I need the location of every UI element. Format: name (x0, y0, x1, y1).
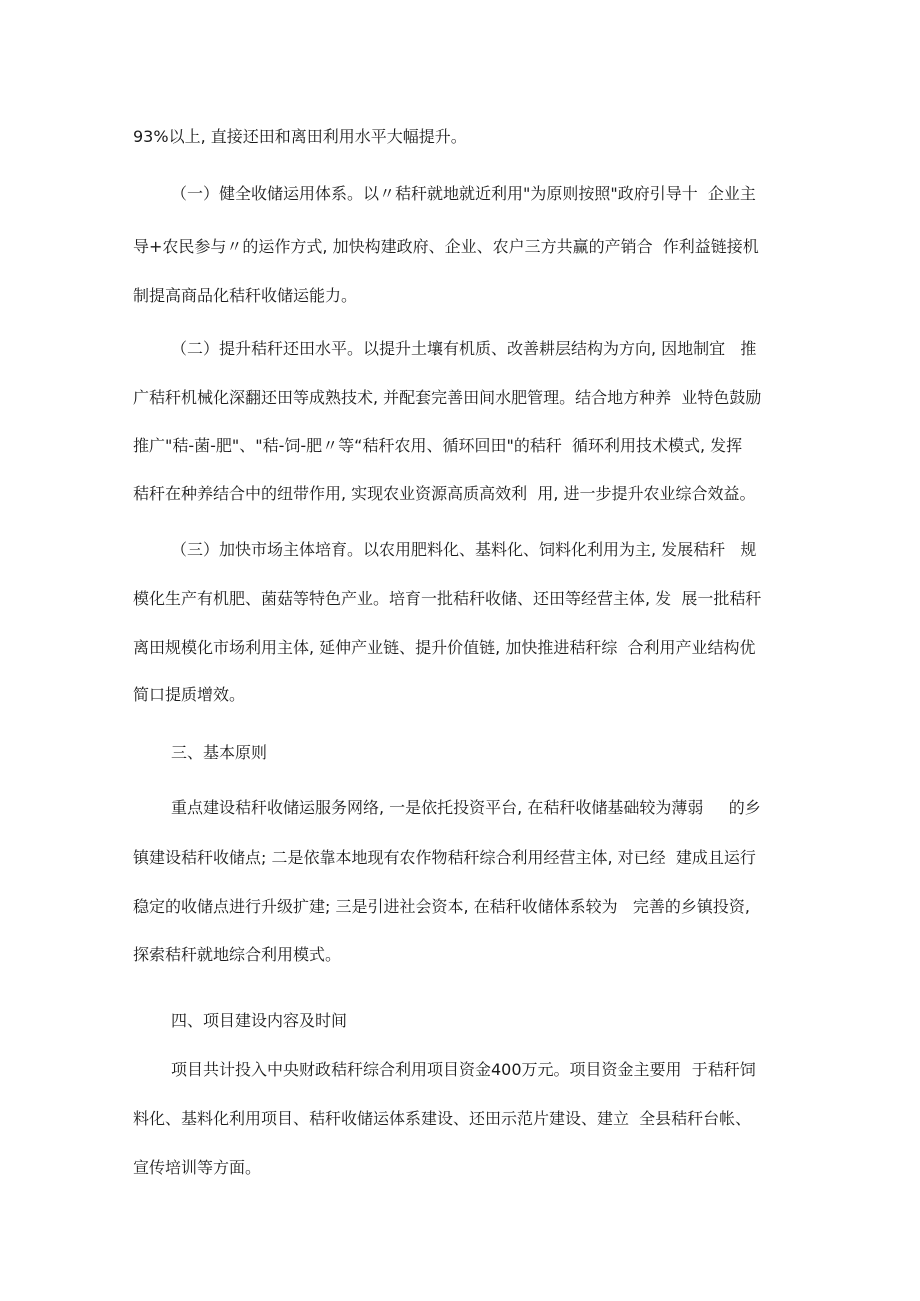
paragraph-line: 93%以上, 直接还田和离田利用水平大幅提升。 (133, 127, 467, 146)
paragraph-line: （二）提升秸秆还田水平。以提升土壤有机质、改善耕层结构为方向, 因地制宜 推 (171, 339, 757, 358)
paragraph-line: （一）健全收储运用体系。以〃秸秆就地就近利用"为原则按照"政府引导十 企业主 (171, 184, 756, 203)
paragraph-line: 重点建设秸秆收储运服务网络, 一是依托投资平台, 在秸秆收储基础较为薄弱 的乡 (171, 798, 761, 817)
paragraph-line: 稳定的收储点进行升级扩建; 三是引进社会资本, 在秸秆收储体系较为 完善的乡镇投资, (133, 897, 750, 916)
paragraph-line: 镇建设秸秆收储点; 二是依靠本地现有农作物秸秆综合利用经营主体, 对已经 建成且运行 (133, 848, 756, 867)
paragraph-line: 宣传培训等方面。 (133, 1158, 262, 1177)
paragraph-line: （三）加快市场主体培育。以农用肥料化、基料化、饲料化利用为主, 发展秸秆 规 (171, 540, 757, 559)
paragraph-line: 离田规模化市场利用主体, 延伸产业链、提升价值链, 加快推进秸秆综 合利用产业结构优 (133, 638, 756, 657)
paragraph-line: 项目共计投入中央财政秸秆综合利用项目资金400万元。项目资金主要用 于秸秆饲 (171, 1060, 756, 1079)
paragraph-line: 探索秸秆就地综合利用模式。 (133, 945, 342, 964)
paragraph-line: 简口提质增效。 (133, 685, 246, 704)
paragraph-line: 模化生产有机肥、菌菇等特色产业。培育一批秸秆收储、还田等经营主体, 发 展一批秸秆 (133, 589, 762, 608)
paragraph-line: 制提高商品化秸秆收储运能力。 (133, 286, 358, 305)
paragraph-line: 广秸秆机械化深翻还田等成熟技术, 并配套完善田间水肥管理。结合地方种养 业特色鼓励 (133, 388, 762, 407)
section-heading: 三、基本原则 (171, 743, 268, 762)
paragraph-line: 料化、基料化利用项目、秸秆收储运体系建设、还田示范片建设、建立 全县秸秆台帐、 (133, 1109, 752, 1128)
section-heading: 四、项目建设内容及时间 (171, 1011, 348, 1030)
paragraph-line: 秸秆在种养结合中的纽带作用, 实现农业资源高质高效利 用, 进一步提升农业综合效益。 (133, 484, 756, 503)
paragraph-line: 导+农民参与〃的运作方式, 加快构建政府、企业、农户三方共赢的产销合 作利益链接机 (133, 237, 759, 256)
paragraph-line: 推广"秸-菌-肥"、"秸-饲-肥〃等“秸秆农用、循环回田"的秸秆 循环利用技术模式, 发挥 (133, 436, 743, 455)
